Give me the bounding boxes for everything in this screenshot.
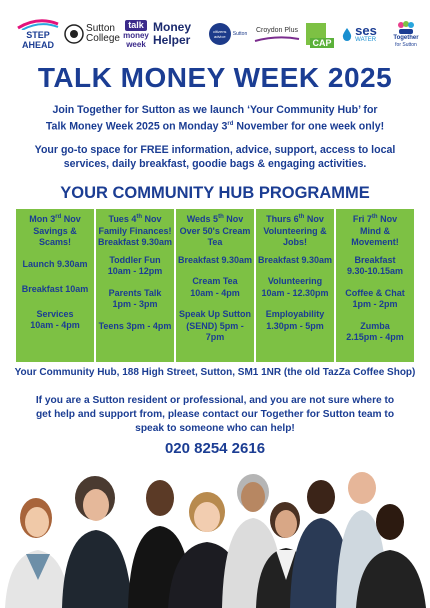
day-theme: Savings & Scams! — [33, 225, 77, 247]
day-event: Breakfast 10am — [21, 284, 89, 294]
step-ahead-swoosh-icon — [16, 18, 60, 30]
intro-line-2 — [26, 117, 404, 134]
day-name: Fri 7 — [352, 214, 372, 224]
day-name: Mon 3 — [29, 214, 56, 224]
help-paragraph — [20, 394, 410, 436]
water-text: WATER — [355, 37, 377, 43]
day-sup: th — [218, 214, 224, 220]
ses-water-logo — [336, 14, 382, 54]
sutton-college-logo — [64, 14, 120, 54]
page-title: TALK MONEY WEEK 2025 — [37, 62, 393, 93]
programme-grid — [16, 209, 414, 362]
sutton-college-text-1: Sutton — [86, 23, 115, 34]
croydon-plus-logo — [250, 14, 304, 54]
intro-line-2-pre: Talk Money Week 2025 on Monday 3 — [45, 120, 228, 133]
day-event: Parents Talk 1pm - 3pm — [108, 287, 162, 309]
day-header — [350, 212, 400, 249]
together-for-sutton-logo — [384, 14, 428, 54]
day-sup: th — [298, 214, 305, 220]
talk-money-week-text-3: week — [126, 39, 146, 49]
cap-logo — [310, 14, 334, 54]
talk-money-week-logo — [121, 14, 151, 54]
intro-line-1: Join Together for Sutton as we launch ‘Your Community Hub’ for — [52, 104, 378, 116]
hub-address: Your Community Hub, 188 High Street, Sutton, SM1 1NR (the old TazZa Coffee Shop) — [14, 367, 416, 378]
day-sup: rd — [55, 214, 62, 220]
services-line-1: Your go-to space for FREE information, advice, support, access to local — [34, 144, 396, 156]
citizens-advice-logo — [208, 14, 248, 54]
croydon-plus-text: Croydon Plus — [255, 26, 299, 34]
day-event: Toddler Fun 10am - 12pm — [107, 254, 163, 276]
day-column-wed — [176, 209, 254, 362]
day-theme: Family Finances! Breakfast 9.30am — [97, 225, 173, 247]
day-post: Nov — [377, 214, 398, 224]
day-header — [16, 212, 94, 249]
day-sup: th — [136, 214, 142, 220]
person-2 — [62, 476, 132, 608]
intro-line-2-post: November for one week only! — [233, 120, 385, 133]
citizens-advice-text-1: citizens — [213, 29, 227, 34]
day-name: Weds 5 — [186, 214, 219, 224]
day-event: Volunteering 10am - 12.30pm — [261, 276, 329, 298]
talk-money-week-text-1: talk — [125, 20, 147, 31]
day-event: Breakfast 9.30am — [177, 254, 253, 265]
services-paragraph — [26, 143, 404, 171]
day-post: Nov — [142, 214, 162, 224]
programme-title: YOUR COMMUNITY HUB PROGRAMME — [60, 184, 370, 202]
day-column-tue — [96, 209, 174, 362]
ses-text: ses — [355, 23, 377, 38]
citizens-advice-sutton-text: Sutton — [232, 31, 248, 37]
day-event: Services 10am - 4pm — [30, 308, 80, 330]
services-line-2: services, daily breakfast, goodie bags & engaging activities. — [63, 158, 367, 170]
together-people-icon — [396, 21, 416, 35]
day-sup: th — [371, 214, 378, 220]
intro-line-2-sup: rd — [227, 121, 234, 127]
day-theme: Mind & Movement! — [351, 225, 399, 247]
croydon-plus-swoosh-icon — [253, 35, 301, 43]
help-line-1: If you are a Sutton resident or professional, and you are not sure where to — [35, 395, 395, 406]
day-post: Nov — [304, 214, 324, 224]
day-event: Coffee & Chat 1pm - 2pm — [345, 287, 405, 309]
team-photo — [0, 470, 430, 608]
money-helper-text-2: Helper — [153, 33, 191, 47]
day-post: Nov — [61, 214, 81, 224]
person-1 — [5, 498, 70, 608]
together-text-2: for Sutton — [395, 41, 417, 48]
intro-paragraph — [26, 103, 404, 134]
day-event: Zumba 2.15pm - 4pm — [346, 320, 404, 342]
citizens-advice-text-2: advice — [213, 34, 226, 39]
day-theme: Over 50's Cream Tea — [179, 225, 251, 247]
talk-money-week-text-2: money — [123, 30, 149, 40]
day-header — [96, 212, 174, 249]
day-header — [256, 212, 334, 249]
day-event: Launch 9.30am — [22, 258, 88, 269]
money-helper-text-1: Money — [153, 20, 192, 34]
step-ahead-text: STEP AHEAD — [21, 30, 54, 50]
day-header — [176, 212, 254, 249]
partner-logos — [0, 14, 430, 54]
help-line-2: get help and support from, please contact our Together for Sutton team to — [35, 409, 395, 420]
day-theme: Volunteering & Jobs! — [263, 225, 327, 247]
together-text-1: Together — [393, 34, 419, 41]
day-name: Tues 4 — [108, 214, 137, 224]
day-event: Teens 3pm - 4pm — [98, 320, 172, 331]
money-helper-logo — [153, 14, 207, 54]
day-name: Thurs 6 — [266, 214, 299, 224]
cap-text: CAP — [312, 38, 332, 48]
step-ahead-logo — [14, 14, 62, 54]
water-drop-icon — [341, 27, 353, 41]
day-event: Speak Up Sutton (SEND) 5pm - 7pm — [178, 309, 251, 342]
day-event: Employability 1.30pm - 5pm — [265, 309, 325, 331]
day-column-mon — [16, 209, 94, 362]
day-column-thu — [256, 209, 334, 362]
day-column-fri — [336, 209, 414, 362]
help-line-3: speak to someone who can help! — [135, 423, 295, 434]
day-event: Breakfast 9.30am — [257, 254, 333, 265]
sutton-college-text-2: College — [86, 33, 120, 44]
day-event: Breakfast 9.30-10.15am — [346, 254, 404, 276]
sutton-college-crest-icon — [64, 24, 84, 44]
day-post: Nov — [223, 214, 244, 224]
phone-number: 020 8254 2616 — [164, 440, 266, 457]
day-event: Cream Tea 10am - 4pm — [190, 276, 240, 298]
